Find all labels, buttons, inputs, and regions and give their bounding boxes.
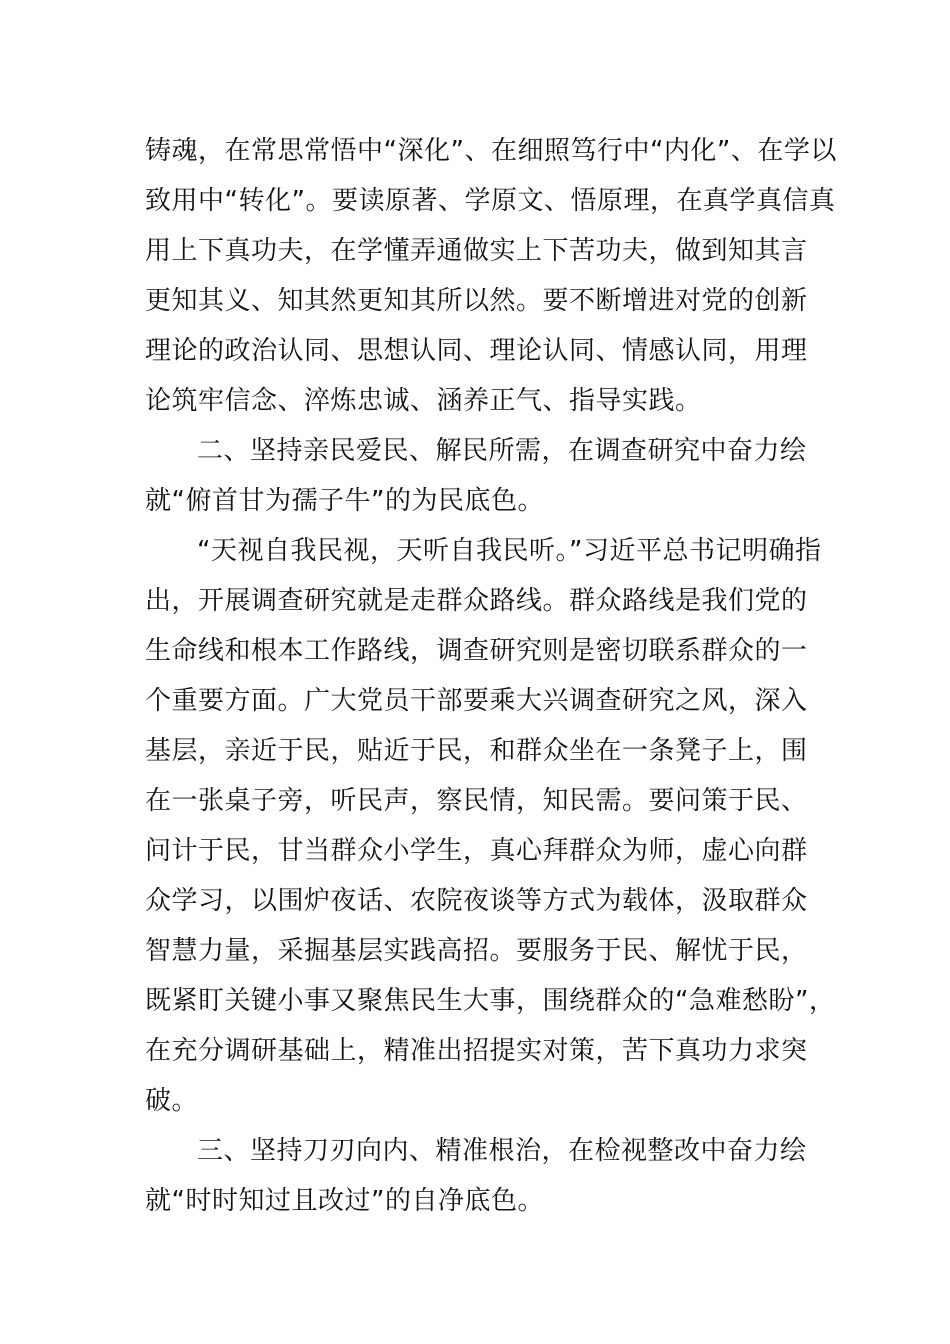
- document-body: [145, 126, 837, 1226]
- paragraph: [145, 526, 836, 1126]
- text-line: 生命线和根本工作路线，调查研究则是密切联系群众的一: [145, 636, 808, 666]
- text-line: 就“时时知过且改过”的自净底色。: [145, 1186, 544, 1216]
- text-line: 智慧力量，采掘基层实践高招。要服务于民、解忧于民，: [145, 936, 808, 966]
- text-line: 在一张桌子旁，听民声，察民情，知民需。要问策于民、: [145, 786, 808, 816]
- text-line: 就“俯首甘为孺子牛”的为民底色。: [145, 486, 544, 516]
- text-line: “天视自我民视，天听自我民听。”习近平总书记明确指: [197, 536, 822, 566]
- text-line: 用上下真功夫，在学懂弄通做实上下苦功夫，做到知其言: [145, 236, 808, 266]
- text-line: 既紧盯关键小事又聚焦民生大事，围绕群众的“急难愁盼”，: [145, 986, 836, 1016]
- text-line: 致用中“转化”。要读原著、学原文、悟原理，在真学真信真: [145, 186, 836, 216]
- section-heading: [145, 426, 809, 526]
- text-line: 铸魂，在常思常悟中“深化”、在细照笃行中“内化”、在学以: [145, 136, 837, 166]
- text-line: 基层，亲近于民，贴近于民，和群众坐在一条凳子上，围: [145, 736, 808, 766]
- text-line: 理论的政治认同、思想认同、理论认同、情感认同，用理: [145, 336, 808, 366]
- text-line: 在充分调研基础上，精准出招提实对策，苦下真功力求突: [145, 1036, 808, 1066]
- paragraph: [145, 126, 837, 426]
- text-line: 二、坚持亲民爱民、解民所需，在调查研究中奋力绘: [197, 436, 807, 466]
- text-line: 个重要方面。广大党员干部要乘大兴调查研究之风，深入: [145, 686, 808, 716]
- text-line: 破。: [145, 1086, 199, 1116]
- text-line: 众学习，以围炉夜话、农院夜谈等方式为载体，汲取群众: [145, 886, 808, 916]
- text-line: 三、坚持刀刃向内、精准根治，在检视整改中奋力绘: [197, 1136, 807, 1166]
- text-line: 出，开展调查研究就是走群众路线。群众路线是我们党的: [145, 586, 808, 616]
- text-line: 更知其义、知其然更知其所以然。要不断增进对党的创新: [145, 286, 808, 316]
- text-line: 问计于民，甘当群众小学生，真心拜群众为师，虚心向群: [145, 836, 808, 866]
- section-heading: [145, 1126, 809, 1226]
- text-line: 论筑牢信念、淬炼忠诚、涵养正气、指导实践。: [145, 386, 702, 416]
